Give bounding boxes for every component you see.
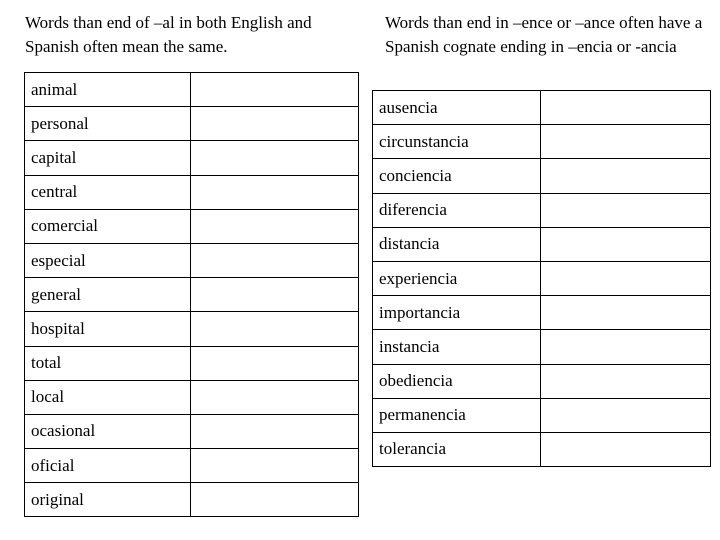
encia-word-row: [373, 364, 711, 398]
encia-word-answer-cell[interactable]: [541, 261, 711, 295]
encia-word-word: experiencia: [373, 261, 541, 295]
al-word-answer-cell[interactable]: [191, 483, 359, 517]
al-word-word: total: [25, 346, 191, 380]
encia-word-row: [373, 125, 711, 159]
al-word-answer-cell[interactable]: [191, 346, 359, 380]
al-word-row: [25, 243, 359, 277]
encia-word-answer-cell[interactable]: [541, 364, 711, 398]
al-word-word: oficial: [25, 449, 191, 483]
encia-word-row: [373, 261, 711, 295]
al-words-table: [24, 72, 359, 517]
encia-word-answer-cell[interactable]: [541, 296, 711, 330]
al-word-word: capital: [25, 141, 191, 175]
al-word-answer-cell[interactable]: [191, 449, 359, 483]
encia-word-answer-cell[interactable]: [541, 432, 711, 466]
al-word-word: original: [25, 483, 191, 517]
al-word-row: [25, 346, 359, 380]
encia-word-answer-cell[interactable]: [541, 193, 711, 227]
al-word-answer-cell[interactable]: [191, 312, 359, 346]
encia-word-row: [373, 91, 711, 125]
encia-word-answer-cell[interactable]: [541, 227, 711, 261]
encia-word-word: tolerancia: [373, 432, 541, 466]
al-word-word: especial: [25, 243, 191, 277]
encia-word-row: [373, 296, 711, 330]
encia-word-row: [373, 330, 711, 364]
al-word-row: [25, 175, 359, 209]
encia-word-word: diferencia: [373, 193, 541, 227]
al-word-word: comercial: [25, 209, 191, 243]
al-word-answer-cell[interactable]: [191, 141, 359, 175]
encia-words-table: [372, 90, 711, 467]
encia-word-word: circunstancia: [373, 125, 541, 159]
al-word-word: general: [25, 278, 191, 312]
al-word-word: central: [25, 175, 191, 209]
al-word-row: [25, 414, 359, 448]
al-word-answer-cell[interactable]: [191, 380, 359, 414]
encia-word-word: conciencia: [373, 159, 541, 193]
al-word-word: ocasional: [25, 414, 191, 448]
al-word-row: [25, 312, 359, 346]
al-word-word: hospital: [25, 312, 191, 346]
right-section-heading: Words than end in –ence or –ance often have a Spanish cognate ending in –encia or -ancia: [385, 13, 703, 56]
al-word-row: [25, 278, 359, 312]
encia-word-answer-cell[interactable]: [541, 125, 711, 159]
al-words-body: [25, 73, 359, 517]
encia-word-answer-cell[interactable]: [541, 330, 711, 364]
encia-word-answer-cell[interactable]: [541, 398, 711, 432]
encia-word-row: [373, 432, 711, 466]
al-word-word: personal: [25, 107, 191, 141]
encia-word-word: obediencia: [373, 364, 541, 398]
encia-word-word: distancia: [373, 227, 541, 261]
al-word-answer-cell[interactable]: [191, 243, 359, 277]
encia-word-row: [373, 193, 711, 227]
encia-word-row: [373, 227, 711, 261]
encia-word-row: [373, 159, 711, 193]
al-word-answer-cell[interactable]: [191, 414, 359, 448]
encia-word-word: instancia: [373, 330, 541, 364]
al-word-row: [25, 483, 359, 517]
al-word-row: [25, 209, 359, 243]
encia-word-answer-cell[interactable]: [541, 159, 711, 193]
al-word-answer-cell[interactable]: [191, 278, 359, 312]
left-section-heading: Words than end of –al in both English and Spanish often mean the same.: [25, 13, 312, 56]
encia-word-word: ausencia: [373, 91, 541, 125]
encia-word-word: importancia: [373, 296, 541, 330]
al-word-row: [25, 141, 359, 175]
al-word-answer-cell[interactable]: [191, 73, 359, 107]
al-word-row: [25, 380, 359, 414]
al-word-word: animal: [25, 73, 191, 107]
al-word-answer-cell[interactable]: [191, 209, 359, 243]
al-word-row: [25, 107, 359, 141]
al-word-row: [25, 73, 359, 107]
encia-word-row: [373, 398, 711, 432]
al-word-word: local: [25, 380, 191, 414]
al-word-answer-cell[interactable]: [191, 175, 359, 209]
encia-word-word: permanencia: [373, 398, 541, 432]
encia-words-body: [373, 91, 711, 467]
al-word-answer-cell[interactable]: [191, 107, 359, 141]
encia-word-answer-cell[interactable]: [541, 91, 711, 125]
al-word-row: [25, 449, 359, 483]
